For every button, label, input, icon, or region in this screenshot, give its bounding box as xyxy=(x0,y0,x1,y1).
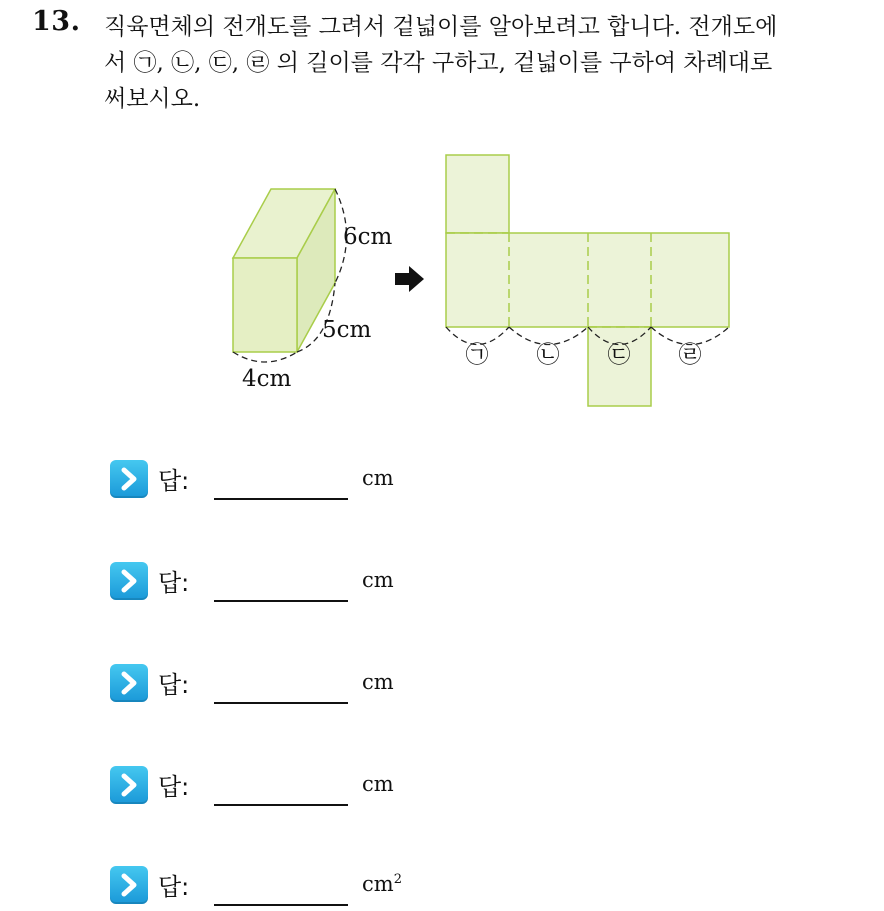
net-top-flap xyxy=(446,155,509,233)
answer-unit-text: cm xyxy=(362,872,394,896)
answer-row-3 xyxy=(110,664,470,708)
answer-row-1 xyxy=(110,460,470,504)
answer-unit: cm xyxy=(362,568,394,592)
chevron-right-icon xyxy=(110,664,148,702)
answer-label: 답: xyxy=(158,467,190,495)
answer-blank-2[interactable] xyxy=(214,600,348,602)
depth-label: 5cm xyxy=(322,317,372,343)
cuboid xyxy=(233,189,335,352)
chevron-right-icon xyxy=(110,562,148,600)
answer-row-4 xyxy=(110,766,470,810)
answer-unit-area xyxy=(362,872,402,896)
answer-unit: cm xyxy=(362,466,394,490)
answer-blank-1[interactable] xyxy=(214,498,348,500)
answer-label: 답: xyxy=(158,773,190,801)
cuboid-front-face xyxy=(233,258,297,352)
width-arc xyxy=(233,352,297,362)
answer-unit-superscript: 2 xyxy=(393,872,402,887)
chevron-right-icon xyxy=(110,460,148,498)
question-line-3: 써보시오. xyxy=(104,86,201,112)
chevron-right-icon xyxy=(110,766,148,804)
figure xyxy=(0,0,884,430)
net-label-1: ㉠ xyxy=(465,342,489,368)
answer-label: 답: xyxy=(158,569,190,597)
height-label: 6cm xyxy=(343,224,393,250)
arrow-icon xyxy=(395,266,424,292)
chevron-right-icon xyxy=(110,866,148,904)
question-line-2: 서 ㉠, ㉡, ㉢, ㉣ 의 길이를 각각 구하고, 겉넓이를 구하여 차례대로 xyxy=(104,50,773,76)
answer-blank-3[interactable] xyxy=(214,702,348,704)
net xyxy=(446,155,729,406)
question-number: 13. xyxy=(32,6,81,37)
answer-row-5 xyxy=(110,866,470,910)
answer-label: 답: xyxy=(158,671,190,699)
answer-blank-5[interactable] xyxy=(214,904,348,906)
answer-unit: cm xyxy=(362,670,394,694)
answer-label: 답: xyxy=(158,873,190,901)
answer-row-2 xyxy=(110,562,470,606)
net-label-2: ㉡ xyxy=(536,342,560,368)
question-line-1: 직육면체의 전개도를 그려서 겉넓이를 알아보려고 합니다. 전개도에 xyxy=(104,14,778,40)
answer-blank-4[interactable] xyxy=(214,804,348,806)
answer-unit: cm xyxy=(362,772,394,796)
width-label: 4cm xyxy=(242,366,292,392)
net-label-3: ㉢ xyxy=(607,342,631,368)
net-label-4: ㉣ xyxy=(678,342,702,368)
